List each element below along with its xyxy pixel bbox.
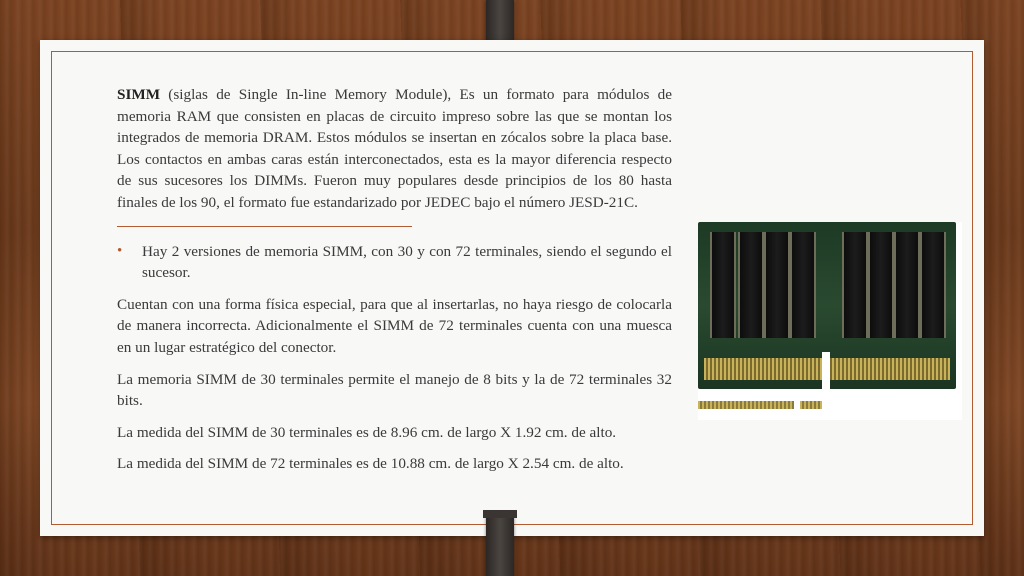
dram-chip [920, 232, 946, 338]
bullet-icon: • [117, 242, 123, 259]
dram-chip [764, 232, 790, 338]
paragraph-size-30: La medida del SIMM de 30 terminales es de 8.96 cm. de largo X 1.92 cm. de alto. [117, 423, 617, 441]
gold-contacts-edge [698, 401, 794, 409]
section-divider [117, 226, 412, 227]
binder-clip-bottom [486, 512, 514, 576]
simm-module-image [698, 222, 962, 420]
connector-notch [822, 352, 830, 389]
intro-term: SIMM [117, 86, 161, 103]
dram-chip [738, 232, 764, 338]
paragraph-size-72: La medida del SIMM de 72 terminales es de 10.88 cm. de largo X 2.54 cm. de alto. [117, 455, 624, 473]
slide-text-content [117, 84, 672, 485]
intro-text: (siglas de Single In-line Memory Module), Es un formato para módulos de memoria RAM que consisten en placas de circuito impreso sobre las que se montan los integrados de memoria DRAM. Estos módulos se insertan en zócalos sobre la placa base. Los contactos en ambas caras están interconectados, esta es la mayor diferencia respecto de sus sucesores los DIMMs. Fueron muy populares desde principios de los 80 hasta finales de los 90, el formato fue estandarizado por JEDEC bajo el número JESD-21C. [117, 86, 672, 211]
dram-chip [790, 232, 816, 338]
gold-contacts-edge [800, 401, 822, 409]
bullet-item [117, 241, 672, 284]
simm-pcb-board [698, 222, 956, 389]
dram-chip [842, 232, 868, 338]
dram-chip [710, 232, 736, 338]
bullet-text: Hay 2 versiones de memoria SIMM, con 30 y con 72 terminales, siendo el segundo el sucesor. [142, 242, 672, 282]
dram-chip [894, 232, 920, 338]
dram-chip [868, 232, 894, 338]
paragraph-bits: La memoria SIMM de 30 terminales permite el manejo de 8 bits y la de 72 terminales 32 bits. [117, 370, 672, 410]
intro-paragraph [117, 84, 672, 214]
paragraph-shape: Cuentan con una forma física especial, para que al insertarlas, no haya riesgo de colocarla de manera incorrecta. Adicionalmente el SIMM de 72 terminales cuenta con una muesca en un lugar estratégico del conector. [117, 295, 672, 356]
